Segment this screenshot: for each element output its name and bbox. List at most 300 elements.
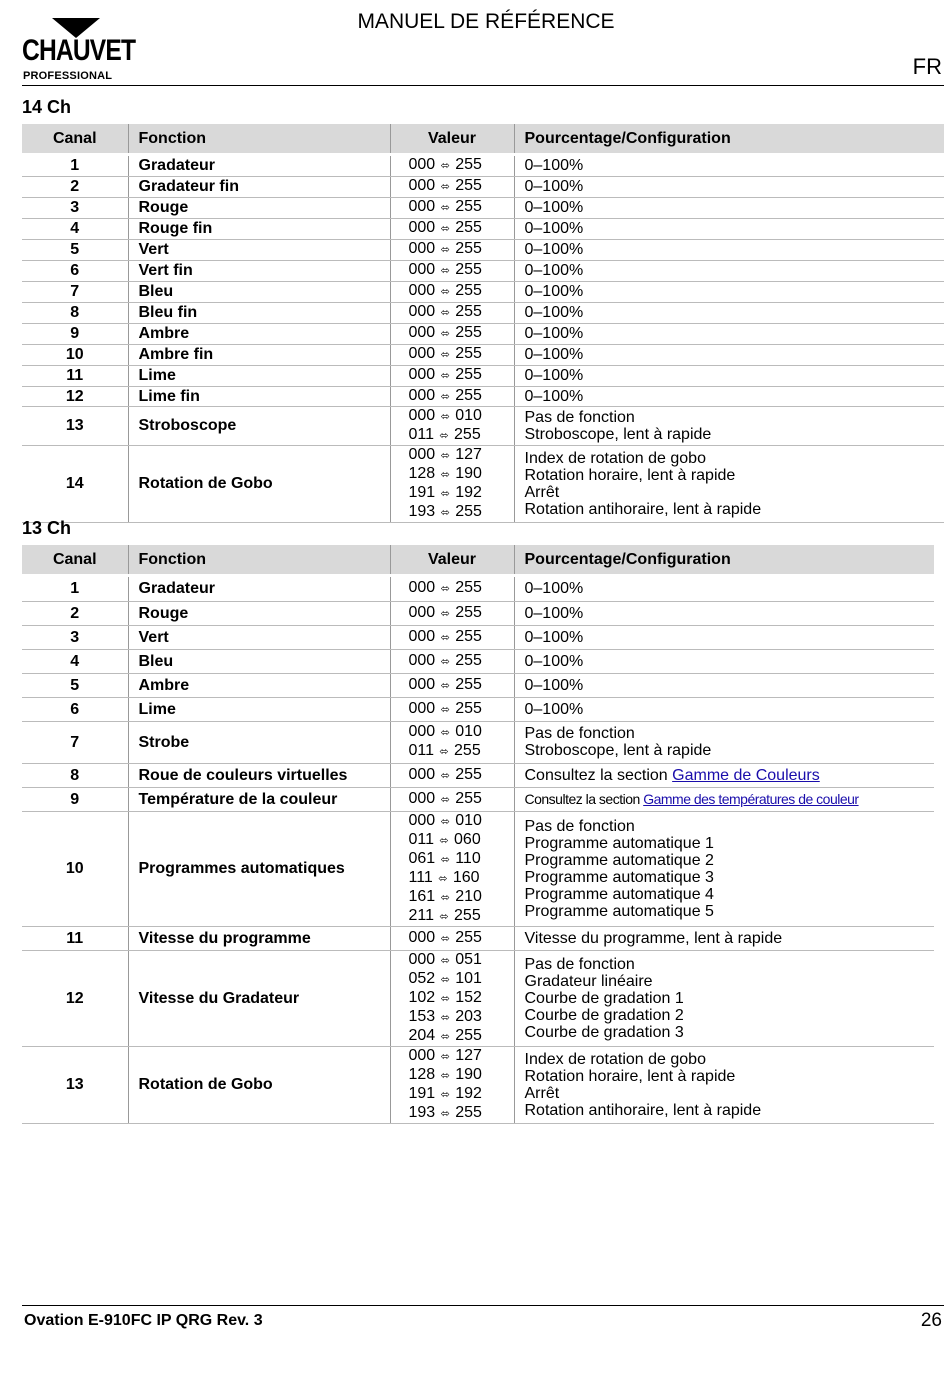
double-arrow-icon: ⬄ [440, 370, 450, 382]
page-number: 26 [920, 1310, 942, 1331]
double-arrow-icon: ⬄ [439, 910, 449, 923]
table-row [22, 260, 944, 281]
range-start: 061 [408, 849, 436, 867]
column-header-valeur: Valeur [390, 545, 514, 574]
channel-number: 8 [22, 763, 128, 787]
value-range-cell [390, 697, 514, 721]
range-start: 000 [408, 765, 436, 783]
double-arrow-icon: ⬄ [440, 1107, 450, 1120]
range-start: 191 [408, 1084, 436, 1102]
channel-number: 14 [22, 445, 128, 522]
configuration-cell [514, 218, 944, 239]
value-range [409, 426, 504, 445]
range-end: 255 [455, 928, 482, 946]
value-range [409, 850, 504, 869]
range-end: 255 [455, 603, 482, 621]
channel-number: 11 [22, 365, 128, 386]
range-end: 255 [455, 1103, 482, 1121]
table-row [22, 1046, 934, 1123]
header-divider [22, 85, 944, 86]
channel-function: Lime [128, 365, 390, 386]
channel-function: Strobe [128, 721, 390, 763]
channel-number: 12 [22, 950, 128, 1046]
double-arrow-icon: ⬄ [440, 703, 450, 716]
double-arrow-icon: ⬄ [440, 1030, 450, 1043]
range-end: 152 [455, 988, 482, 1006]
table-row [22, 365, 944, 386]
table-row [22, 697, 934, 721]
value-range-cell [390, 950, 514, 1046]
value-range [409, 790, 504, 809]
double-arrow-icon: ⬄ [440, 891, 450, 904]
range-start: 000 [408, 240, 436, 257]
channel-number: 2 [22, 601, 128, 625]
range-end: 255 [455, 156, 482, 174]
configuration-cell [514, 176, 944, 197]
footer-divider [22, 1305, 944, 1306]
value-range [409, 261, 504, 280]
configuration-text: 0–100% [524, 346, 584, 363]
range-start: 000 [408, 261, 436, 278]
channel-function: Gradateur [128, 577, 390, 601]
channel-function: Bleu fin [128, 302, 390, 323]
double-arrow-icon: ⬄ [440, 583, 450, 596]
range-end: 255 [455, 579, 482, 597]
channel-number: 1 [22, 577, 128, 601]
value-range [409, 446, 504, 465]
double-arrow-icon: ⬄ [440, 815, 450, 828]
value-range-cell [390, 926, 514, 950]
table-row [22, 811, 934, 926]
range-end: 255 [455, 386, 482, 404]
table-row [22, 926, 934, 950]
value-range-cell [390, 365, 514, 386]
channel-function: Rouge [128, 197, 390, 218]
range-end: 255 [455, 627, 482, 645]
channel-function: Vert [128, 625, 390, 649]
range-start: 161 [408, 887, 436, 905]
configuration-text: 0–100% [524, 387, 584, 405]
double-arrow-icon: ⬄ [440, 160, 450, 173]
value-range [409, 324, 504, 343]
range-end: 255 [455, 502, 482, 520]
range-end: 127 [455, 445, 482, 463]
value-range [409, 831, 504, 850]
configuration-text: 0–100% [524, 304, 584, 321]
double-arrow-icon: ⬄ [440, 973, 450, 986]
configuration-cell [514, 649, 934, 673]
table-row [22, 323, 944, 344]
configuration-cell [514, 577, 934, 601]
channel-number: 7 [22, 281, 128, 302]
value-range-cell [390, 323, 514, 344]
double-arrow-icon: ⬄ [440, 1050, 450, 1063]
range-start: 000 [408, 177, 436, 194]
channel-function: Bleu [128, 649, 390, 673]
configuration-text: Gradateur linéaire [524, 972, 653, 990]
configuration-text: Pas de fonction [524, 725, 635, 742]
table-row [22, 445, 944, 522]
table-row [22, 386, 944, 406]
configuration-cell [514, 281, 944, 302]
double-arrow-icon: ⬄ [440, 1011, 450, 1024]
range-start: 011 [408, 742, 435, 759]
configuration-cell [514, 344, 944, 365]
configuration-text: Stroboscope, lent à rapide [524, 425, 712, 443]
value-range-cell [390, 281, 514, 302]
configuration-text: Arrêt [524, 483, 560, 501]
range-start: 193 [408, 1103, 436, 1121]
table-row [22, 281, 944, 302]
language-code: FR [912, 54, 942, 79]
configuration-cell [514, 721, 934, 763]
channel-number: 1 [22, 156, 128, 176]
value-range-cell [390, 721, 514, 763]
logo-subtitle: PROFESSIONAL [23, 70, 113, 82]
range-start: 128 [408, 1065, 436, 1083]
range-start: 000 [408, 811, 436, 829]
range-start: 191 [408, 483, 436, 501]
value-range [409, 628, 504, 647]
column-header-canal: Canal [22, 545, 128, 574]
value-range [409, 579, 504, 598]
logo-word: CHAUVET [22, 34, 136, 67]
configuration-cell [514, 323, 944, 344]
channel-number: 12 [22, 386, 128, 406]
column-header-valeur: Valeur [390, 124, 514, 153]
configuration-cell [514, 673, 934, 697]
double-arrow-icon: ⬄ [439, 429, 449, 442]
table-row [22, 156, 944, 176]
document-title: MANUEL DE RÉFÉRENCE [357, 10, 615, 33]
channel-number: 6 [22, 697, 128, 721]
channel-number: 5 [22, 673, 128, 697]
value-range-cell [390, 649, 514, 673]
table-row [22, 950, 934, 1046]
configuration-text: Index de rotation de gobo [524, 449, 706, 467]
range-start: 000 [408, 303, 436, 320]
value-range-cell [390, 763, 514, 787]
range-start: 000 [408, 789, 436, 807]
range-end: 051 [455, 950, 482, 968]
configuration-cell [514, 406, 944, 445]
table-row [22, 673, 934, 697]
range-end: 255 [455, 765, 482, 783]
value-range-cell [390, 625, 514, 649]
configuration-cell [514, 1046, 934, 1123]
table-row [22, 763, 934, 787]
value-range [409, 869, 504, 888]
double-arrow-icon: ⬄ [440, 349, 450, 361]
configuration-text: 0–100% [524, 325, 584, 342]
channel-function: Vitesse du programme [128, 926, 390, 950]
channel-function: Vert [128, 239, 390, 260]
configuration-text: Arrêt [524, 1084, 560, 1102]
channel-function: Rotation de Gobo [128, 445, 390, 522]
table-row [22, 625, 934, 649]
value-range-cell [390, 811, 514, 926]
channel-number: 10 [22, 811, 128, 926]
configuration-cell [514, 156, 944, 176]
configuration-text: Rotation antihoraire, lent à rapide [524, 1101, 762, 1119]
table-row [22, 721, 934, 763]
double-arrow-icon: ⬄ [440, 853, 450, 866]
range-start: 211 [408, 906, 435, 924]
configuration-text: Pas de fonction [524, 408, 635, 426]
configuration-text: 0–100% [524, 367, 584, 384]
channel-function: Vert fin [128, 260, 390, 281]
double-arrow-icon: ⬄ [440, 992, 450, 1005]
channel-table-14ch [22, 124, 944, 523]
value-range-cell [390, 156, 514, 176]
double-arrow-icon: ⬄ [440, 506, 450, 519]
value-range [409, 177, 504, 196]
configuration-text: Programme automatique 2 [524, 851, 714, 869]
configuration-text: 0–100% [524, 652, 584, 670]
range-start: 000 [408, 603, 436, 621]
configuration-cell [514, 787, 934, 811]
range-start: 102 [408, 988, 436, 1006]
double-arrow-icon: ⬄ [440, 449, 450, 462]
configuration-text: 0–100% [524, 157, 584, 175]
configuration-cell [514, 697, 934, 721]
range-start: 000 [408, 1046, 436, 1064]
value-range [409, 652, 504, 671]
double-arrow-icon: ⬄ [440, 468, 450, 481]
value-range [409, 604, 504, 623]
channel-function: Ambre [128, 673, 390, 697]
channel-function: Rouge fin [128, 218, 390, 239]
range-end: 190 [455, 464, 482, 482]
value-range [409, 345, 504, 364]
section-link[interactable]: Gamme de Couleurs [672, 766, 820, 784]
value-range [409, 700, 504, 719]
channel-number: 4 [22, 218, 128, 239]
double-arrow-icon: ⬄ [440, 607, 450, 620]
configuration-text [525, 767, 925, 784]
configuration-text: Programme automatique 1 [524, 834, 714, 852]
range-start: 000 [408, 950, 436, 968]
range-start: 000 [408, 579, 436, 597]
range-end: 192 [455, 483, 482, 501]
value-range [409, 1104, 504, 1123]
double-arrow-icon: ⬄ [440, 487, 450, 500]
configuration-text: 0–100% [524, 700, 584, 718]
value-range [409, 484, 504, 503]
configuration-text: Programme automatique 3 [524, 868, 714, 886]
column-header-configuration: Pourcentage/Configuration [514, 124, 944, 153]
channel-number: 13 [22, 1046, 128, 1123]
channel-function: Bleu [128, 281, 390, 302]
range-start: 052 [408, 969, 436, 987]
range-start: 011 [408, 830, 435, 848]
configuration-cell [514, 365, 944, 386]
double-arrow-icon: ⬄ [440, 631, 450, 644]
section-title-14ch: 14 Ch [22, 97, 72, 117]
range-end: 255 [454, 742, 481, 759]
range-start: 000 [408, 156, 436, 174]
configuration-text: Programme automatique 4 [524, 885, 714, 903]
column-header-fonction: Fonction [128, 545, 390, 574]
double-arrow-icon: ⬄ [440, 932, 450, 945]
range-end: 255 [455, 282, 482, 299]
configuration-text: Rotation horaire, lent à rapide [524, 1067, 736, 1085]
double-arrow-icon: ⬄ [440, 679, 450, 692]
configuration-cell [514, 950, 934, 1046]
value-range [409, 1047, 504, 1066]
value-range [409, 1008, 504, 1027]
double-arrow-icon: ⬄ [440, 655, 450, 668]
value-range [409, 1085, 504, 1104]
range-end: 010 [455, 406, 482, 424]
value-range-cell [390, 260, 514, 281]
range-end: 255 [455, 177, 482, 194]
value-range [409, 1066, 504, 1085]
range-start: 000 [408, 198, 436, 215]
channel-number: 13 [22, 406, 128, 445]
channel-number: 6 [22, 260, 128, 281]
channel-number: 3 [22, 625, 128, 649]
value-range [409, 366, 504, 385]
value-range-cell [390, 601, 514, 625]
channel-function: Ambre [128, 323, 390, 344]
channel-function: Ambre fin [128, 344, 390, 365]
range-end: 127 [455, 1046, 482, 1064]
value-range [409, 240, 504, 259]
channel-function: Roue de couleurs virtuelles [128, 763, 390, 787]
value-range-cell [390, 406, 514, 445]
value-range [409, 387, 504, 406]
section-title-13ch: 13 Ch [22, 518, 72, 538]
value-range-cell [390, 445, 514, 522]
range-start: 000 [408, 366, 436, 383]
range-start: 000 [408, 406, 436, 424]
configuration-cell [514, 302, 944, 323]
configuration-text: 0–100% [524, 199, 584, 216]
configuration-text: Vitesse du programme, lent à rapide [524, 929, 783, 947]
range-end: 101 [455, 969, 482, 987]
double-arrow-icon: ⬄ [440, 390, 450, 403]
range-end: 110 [455, 849, 481, 867]
configuration-text: Programme automatique 5 [524, 902, 714, 920]
channel-function: Rouge [128, 601, 390, 625]
range-start: 000 [408, 675, 436, 693]
configuration-text: Stroboscope, lent à rapide [524, 742, 712, 759]
value-range-cell [390, 176, 514, 197]
channel-number: 4 [22, 649, 128, 673]
table-row [22, 787, 934, 811]
range-end: 010 [455, 811, 482, 829]
configuration-cell [514, 239, 944, 260]
range-end: 190 [455, 1065, 482, 1083]
range-end: 203 [455, 1007, 482, 1025]
range-start: 000 [408, 928, 436, 946]
table-row [22, 176, 944, 197]
value-range [409, 742, 504, 761]
value-range [409, 303, 504, 322]
double-arrow-icon: ⬄ [440, 1069, 450, 1082]
value-range-cell [390, 1046, 514, 1123]
value-range-cell [390, 302, 514, 323]
double-arrow-icon: ⬄ [440, 265, 450, 277]
range-end: 255 [455, 303, 482, 320]
channel-number: 10 [22, 344, 128, 365]
configuration-cell [514, 197, 944, 218]
double-arrow-icon: ⬄ [440, 202, 450, 214]
channel-function: Programmes automatiques [128, 811, 390, 926]
range-end: 210 [455, 887, 482, 905]
range-end: 255 [454, 425, 481, 443]
value-range [409, 812, 504, 831]
double-arrow-icon: ⬄ [439, 746, 449, 758]
channel-function: Rotation de Gobo [128, 1046, 390, 1123]
section-link[interactable]: Gamme des températures de couleur [643, 790, 859, 807]
value-range [409, 723, 504, 742]
double-arrow-icon: ⬄ [440, 954, 450, 967]
column-header-configuration: Pourcentage/Configuration [514, 545, 934, 574]
double-arrow-icon: ⬄ [440, 1088, 450, 1101]
value-range [409, 407, 504, 426]
value-range [409, 989, 504, 1008]
channel-number: 3 [22, 197, 128, 218]
range-start: 000 [408, 445, 436, 463]
range-end: 255 [455, 675, 482, 693]
channel-number: 2 [22, 176, 128, 197]
double-arrow-icon: ⬄ [440, 328, 450, 340]
value-range [409, 1027, 504, 1046]
configuration-text: 0–100% [524, 628, 584, 646]
range-end: 060 [454, 830, 481, 848]
table-row [22, 344, 944, 365]
value-range [409, 198, 504, 217]
value-range-cell [390, 673, 514, 697]
config-prefix: Consultez la section [524, 790, 644, 807]
double-arrow-icon: ⬄ [440, 793, 450, 806]
column-header-fonction: Fonction [128, 124, 390, 153]
value-range-cell [390, 344, 514, 365]
range-end: 255 [455, 789, 482, 807]
range-start: 011 [408, 425, 435, 443]
value-range [409, 503, 504, 522]
configuration-text: Courbe de gradation 2 [524, 1006, 684, 1024]
range-start: 000 [408, 651, 436, 669]
table-row [22, 601, 934, 625]
configuration-cell [514, 926, 934, 950]
range-start: 000 [408, 219, 436, 236]
table-row [22, 218, 944, 239]
range-start: 000 [408, 627, 436, 645]
configuration-text: Pas de fonction [524, 817, 635, 835]
double-arrow-icon: ⬄ [439, 834, 449, 847]
range-end: 255 [455, 651, 482, 669]
value-range [409, 951, 504, 970]
range-end: 255 [455, 324, 482, 341]
range-start: 128 [408, 464, 436, 482]
double-arrow-icon: ⬄ [438, 872, 448, 885]
configuration-text: 0–100% [524, 178, 584, 195]
channel-function: Gradateur fin [128, 176, 390, 197]
channel-number: 8 [22, 302, 128, 323]
double-arrow-icon: ⬄ [440, 307, 450, 319]
double-arrow-icon: ⬄ [440, 223, 450, 235]
range-end: 192 [455, 1084, 482, 1102]
double-arrow-icon: ⬄ [440, 769, 450, 782]
channel-number: 11 [22, 926, 128, 950]
range-start: 000 [408, 324, 436, 341]
range-end: 255 [455, 345, 482, 362]
table-row [22, 197, 944, 218]
double-arrow-icon: ⬄ [440, 286, 450, 298]
